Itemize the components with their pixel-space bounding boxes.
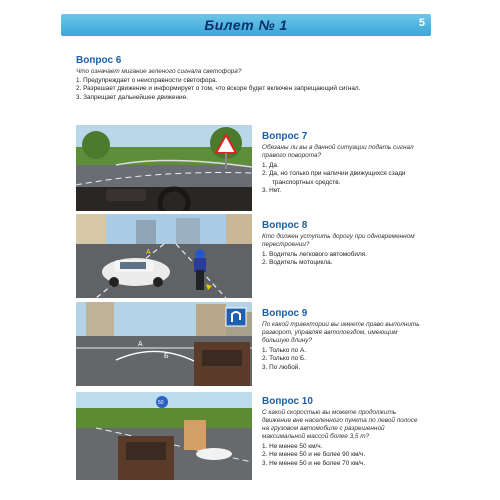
question-title: Вопрос 6: [76, 55, 122, 66]
question-text: Кто должен уступить дорогу при одновременном перестроении?: [262, 233, 415, 248]
question-10: [76, 392, 426, 480]
answer-option[interactable]: 3. Нет.: [262, 187, 282, 195]
question-content: [262, 308, 424, 372]
answer-option[interactable]: 1. Предупреждает о неисправности светофора.: [76, 77, 218, 84]
speed-sign-label: 50: [158, 400, 164, 406]
answer-option[interactable]: 3. Не менее 50 и не более 70 км/ч.: [262, 459, 366, 467]
answer-options: [262, 162, 424, 196]
ticket-title: Билет № 1: [204, 17, 288, 33]
question-title: Вопрос 9: [262, 308, 308, 319]
question-title: Вопрос 8: [262, 220, 308, 231]
question-text: Обязаны ли вы в данной ситуации подать сигнал правого поворота?: [262, 144, 414, 159]
answer-option[interactable]: 2. Да, но только при наличии движущихся сзади транспортных средств.: [262, 170, 406, 186]
question-text: Что означает мигание зеленого сигнала светофора?: [76, 68, 242, 75]
image-mark-label: А: [146, 249, 151, 256]
answer-option[interactable]: 1. Да.: [262, 162, 279, 169]
question-content: [262, 396, 424, 468]
answer-option[interactable]: 1. Только по А.: [262, 347, 307, 354]
answer-option[interactable]: 2. Водитель мотоцикла.: [262, 259, 333, 267]
answer-option[interactable]: 2. Не менее 50 и не более 90 км/ч.: [262, 451, 366, 459]
answer-option[interactable]: 1. Водитель легкового автомобиля.: [262, 251, 367, 258]
trajectory-label-b: Б: [164, 353, 169, 360]
answer-option[interactable]: 2. Разрешает движение и информирует о том, что вскоре будет включен запрещающий сигнал.: [76, 85, 361, 93]
answer-options: [262, 443, 424, 468]
question-10-illustration: [76, 392, 252, 480]
question-8-illustration: [76, 214, 252, 298]
page-number: 5: [418, 17, 425, 29]
answer-option[interactable]: 3. Запрещает дальнейшее движение.: [76, 93, 188, 101]
answer-option[interactable]: 1. Не менее 50 км/ч.: [262, 443, 323, 450]
question-text: По какой траектории вы имеете право выполнить разворот, управляя автопоездом, имеющим большую длину?: [262, 321, 420, 344]
question-9-illustration: [76, 302, 252, 386]
answer-option[interactable]: 3. По любой.: [262, 363, 301, 371]
ticket-header: [61, 14, 431, 36]
answer-options: [262, 251, 424, 268]
answer-option[interactable]: 2. Только по Б.: [262, 355, 306, 363]
question-8: [76, 214, 426, 298]
question-text: С какой скоростью вы можете продолжить движение вне населенного пункта по левой полосе на грузовом автомобиле с разрешенной максимальной массой более 3,5 т?: [262, 409, 418, 440]
answer-options: [76, 77, 426, 102]
question-content: [262, 220, 424, 268]
question-9: [76, 302, 426, 386]
question-content: [262, 131, 424, 196]
question-6: [76, 55, 426, 102]
question-title: Вопрос 10: [262, 396, 313, 407]
question-title: Вопрос 7: [262, 131, 308, 142]
answer-options: [262, 347, 424, 372]
question-7-illustration: [76, 125, 252, 211]
question-7: [76, 125, 426, 211]
trajectory-label-a: А: [138, 341, 143, 348]
